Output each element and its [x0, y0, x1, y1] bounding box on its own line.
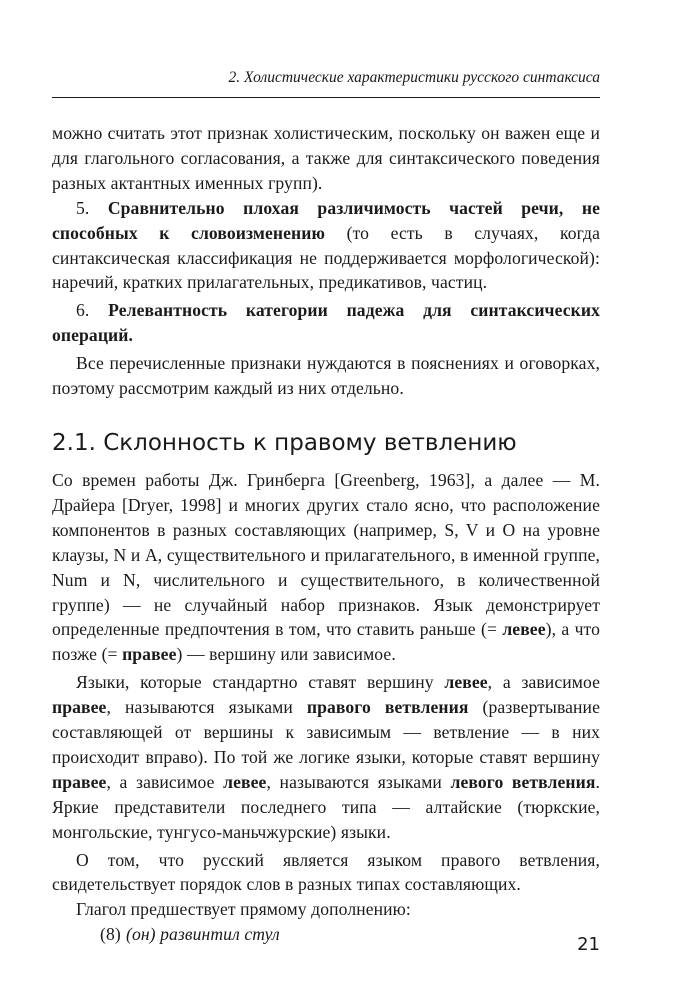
paragraph-text: , называются языками — [266, 771, 451, 792]
example-8 — [52, 922, 600, 947]
list-item-5-heading: Сравнительно плохая различимость частей речи, не способных к словоизменению — [52, 197, 600, 243]
paragraph-text: ), а что позже (= — [52, 619, 601, 665]
term-right: правее — [52, 771, 107, 792]
page-number: 21 — [577, 934, 600, 955]
list-item-6 — [52, 298, 600, 348]
paragraph-text: , называются языками — [106, 697, 307, 718]
list-item-5 — [52, 196, 600, 296]
term-left: левее — [502, 619, 546, 640]
term-left: левее — [223, 771, 267, 792]
page-body — [52, 121, 600, 947]
paragraph-text: , а зависимое — [106, 771, 224, 792]
paragraph-text: ) — вершину или зависимое. — [176, 644, 396, 665]
paragraph-verb-object: Глагол предшествует прямому дополнению: — [76, 899, 411, 920]
paragraph-russian: О том, что русский является языком правого ветвления, свидетельствует порядок слов в разных типах составляющих. — [52, 849, 600, 895]
header-divider — [52, 97, 600, 98]
term-right: правее — [52, 697, 107, 718]
list-item-5-number: 5. — [76, 197, 108, 218]
paragraph-branching — [52, 670, 600, 844]
paragraph-text: Языки, которые стандартно ставят вершину — [76, 672, 445, 693]
paragraph-greenberg — [52, 468, 600, 667]
paragraph-text: (развертывание составляющей от вершины к зависимым — ветвление — в них происходит вправо). По той же логике языки, которые ставят вершину — [52, 697, 600, 767]
paragraph-text: . Яркие представители последнего типа — алтайские (тюркские, монгольские, тунгусо-маньчжурские) языки. — [52, 771, 601, 842]
list-item-6-number: 6. — [76, 300, 109, 321]
paragraph-text: Со времен работы Дж. Гринберга [Greenberg, 1963], а далее — М. Драйера [Dryer, 1998] и многих других стало ясно, что расположение компонентов в разных составляющих (например, S, V и O на уровне клаузы, N и A, существительного и прилагательного, в именной группе, Num и N, числительного и существительного, в количественной группе) — не случайный набор признаков. Язык демонстрирует определенные предпочтения в том, что ставить раньше (= — [52, 469, 600, 640]
list-item-5-text: (то есть в случаях, когда синтаксическая классификация не поддерживается морфологической): наречий, кратких прилагательных, предикативов, частиц. — [52, 222, 601, 293]
term-left: левее — [444, 672, 488, 693]
term-right-branching: правого ветвления — [306, 697, 469, 718]
paragraph-summary: Все перечисленные признаки нуждаются в пояснениях и оговорках, поэтому рассмотрим каждый из них отдельно. — [52, 353, 600, 399]
paragraph-continuation: можно считать этот признак холистическим, поскольку он важен еще и для глагольного согласования, а также для синтаксического поведения разных актантных именных групп). — [52, 123, 600, 193]
term-right: правее — [122, 644, 177, 665]
example-text: (он) развинтил стул — [126, 924, 280, 945]
list-item-6-heading: Релевантность категории падежа для синтаксических операций. — [52, 300, 600, 346]
running-header: 2. Холистические характеристики русского синтаксиса — [228, 69, 600, 86]
paragraph-text: , а зависимое — [487, 672, 600, 693]
section-heading: 2.1. Склонность к правому ветвлению — [52, 429, 517, 456]
term-left-branching: левого ветвления — [450, 771, 596, 792]
example-number: (8) — [100, 924, 121, 945]
